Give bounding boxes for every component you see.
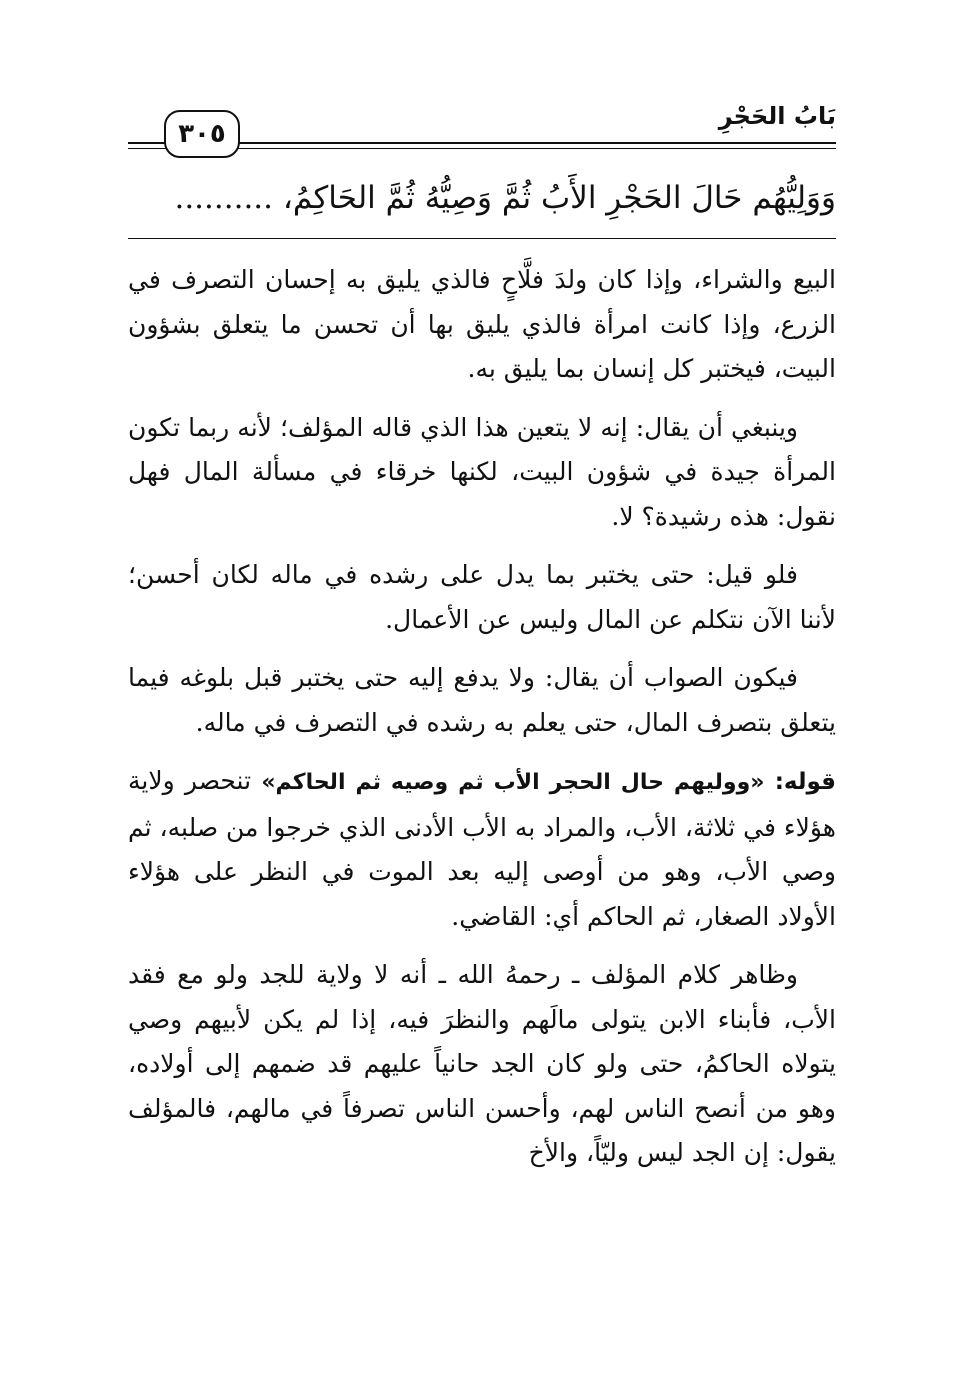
paragraph: فلو قيل: حتى يختبر بما يدل على رشده في ماله لكان أحسن؛ لأننا الآن نتكلم عن المال وليس عن الأعمال. bbox=[128, 560, 836, 634]
commentary-body bbox=[128, 258, 836, 1190]
paragraph: وظاهر كلام المؤلف ـ رحمهُ الله ـ أنه لا ولاية للجد ولو مع فقد الأب، فأبناء الابن يتولى مالَهم والنظرَ فيه، إذا لم يكن لأبيهم وصي يتولاه الحاكمُ، حتى ولو كان الجد حانياً عليهم قد ضمهم إلى أولاده، وهو من أنصح الناس لهم، وأحسن الناس تصرفاً في مالهم، فالمؤلف يقول: إن الجد ليس وليّاً، والأخ bbox=[128, 960, 836, 1167]
paragraph-qawluh bbox=[128, 759, 836, 939]
paragraph: فيكون الصواب أن يقال: ولا يدفع إليه حتى يختبر قبل بلوغه فيما يتعلق بتصرف المال، حتى يعلم به رشده في التصرف في ماله. bbox=[128, 663, 836, 737]
commentary-text: تنحصر ولاية هؤلاء في ثلاثة، الأب، والمراد به الأب الأدنى الذي خرجوا من صلبه، ثم وصي الأب، وهو من أوصى إليه بعد الموت في النظر على هؤلاء الأولاد الصغار، ثم الحاكم أي: القاضي. bbox=[128, 766, 836, 931]
qawluh-label: قوله: bbox=[774, 769, 836, 795]
matn-separator bbox=[128, 238, 836, 239]
paragraph: البيع والشراء، وإذا كان ولدَ فلَّاحٍ فالذي يليق به إحسان التصرف في الزرع، وإذا كانت امرأة فالذي يليق بها أن تحسن ما يتعلق بشؤون البيت، فيختبر كل إنسان بما يليق به. bbox=[128, 265, 836, 383]
page-header bbox=[128, 98, 836, 158]
matn-text: وَوَلِيُّهُم حَالَ الحَجْرِ الأَبُ ثُمَّ وَصِيُّهُ ثُمَّ الحَاكِمُ، .......... bbox=[174, 180, 836, 216]
matn-quote: «ووليهم حال الحجر الأب ثم وصيه ثم الحاكم» bbox=[261, 770, 765, 795]
page-number: ٣٠٥ bbox=[164, 110, 240, 158]
paragraph: وينبغي أن يقال: إنه لا يتعين هذا الذي قاله المؤلف؛ لأنه ربما تكون المرأة جيدة في شؤون البيت، لكنها خرقاء في مسألة المال فهل نقول: هذه رشيدة؟ لا. bbox=[128, 412, 836, 531]
chapter-title: بَابُ الحَجْرِ bbox=[711, 102, 836, 130]
